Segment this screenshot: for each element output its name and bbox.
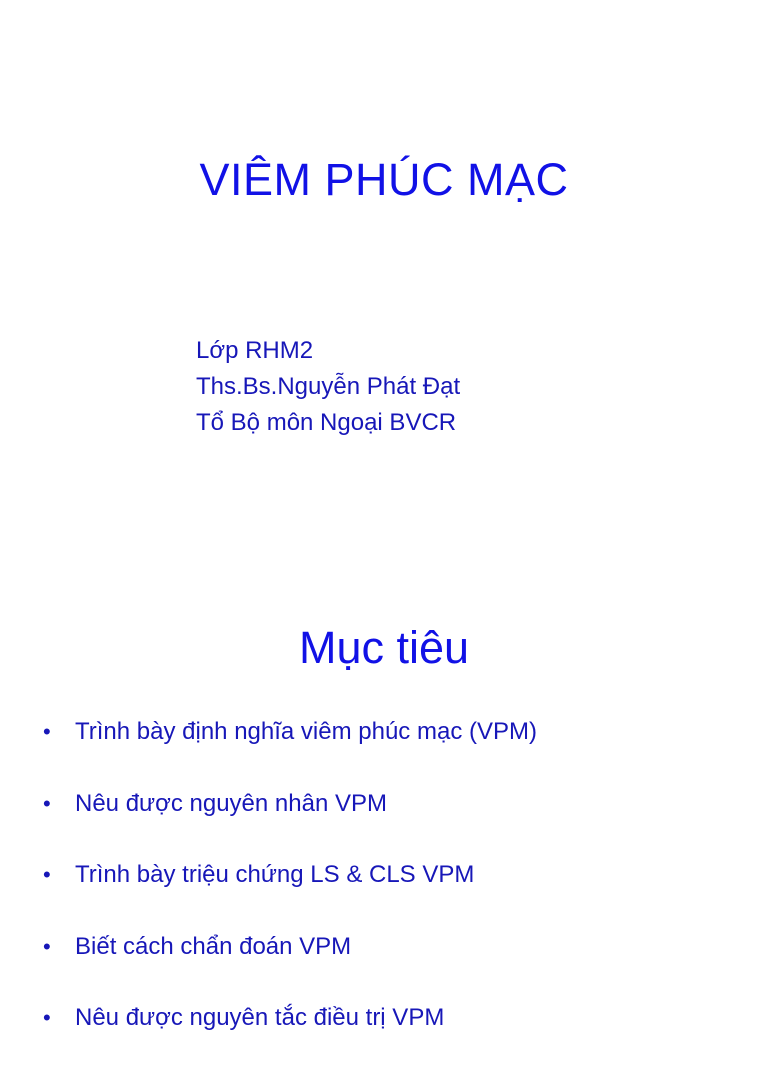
lecturer-name: Ths.Bs.Nguyễn Phát Đạt — [196, 373, 461, 400]
list-item-text: Trình bày triệu chứng LS & CLS VPM — [75, 861, 475, 888]
list-item-text: Biết cách chẩn đoán VPM — [75, 932, 352, 960]
slide-subtitle — [196, 333, 460, 441]
bullet-icon: • — [43, 1005, 51, 1030]
objectives-slide — [0, 560, 768, 1031]
bullet-icon: • — [43, 933, 51, 959]
bullet-icon: • — [43, 790, 51, 816]
list-item-text: Nêu được nguyên tắc điều trị VPM — [75, 1004, 445, 1031]
class-name: Lớp RHM2 — [196, 337, 314, 364]
bullet-icon: • — [43, 862, 51, 887]
slide-title: Mục tiêu — [298, 622, 470, 673]
bullet-icon: • — [43, 719, 51, 744]
list-item-text: Nêu được nguyên nhân VPM — [75, 789, 387, 817]
list-item-text: Trình bày định nghĩa viêm phúc mạc (VPM) — [75, 718, 537, 745]
department-name: Tổ Bộ môn Ngoại BVCR — [196, 409, 457, 436]
slide-title: VIÊM PHÚC MẠC — [199, 154, 569, 205]
